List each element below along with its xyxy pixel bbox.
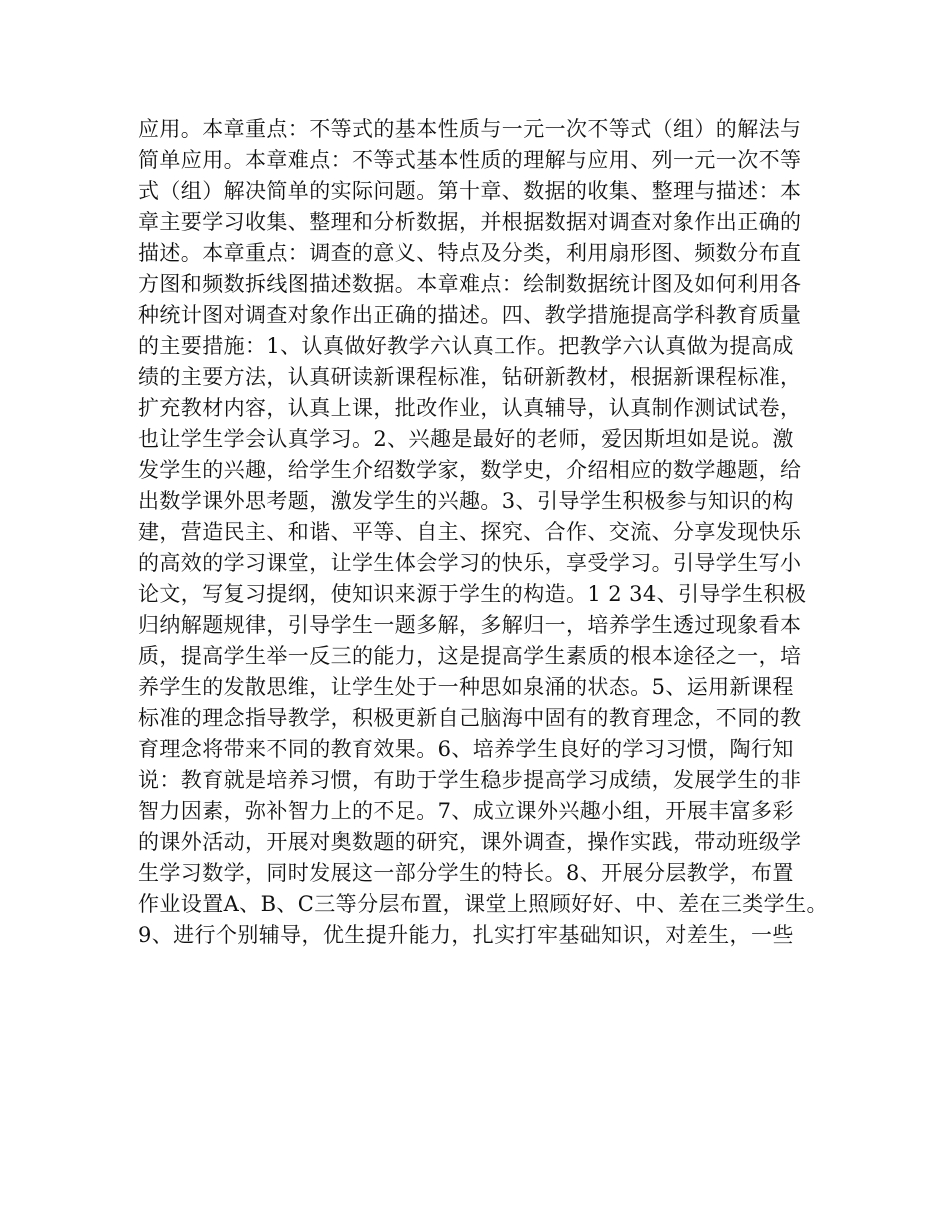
text-line: 作业设置A、B、C三等分层布置，课堂上照顾好好、中、差在三类学生。 (138, 892, 828, 916)
text-line: 归纳解题规律，引导学生一题多解，多解归一，培养学生透过现象看本 (138, 613, 802, 637)
text-line: 9、进行个别辅导，优生提升能力，扎实打牢基础知识，对差生，一些 (138, 923, 794, 947)
text-line: 式（组）解决简单的实际问题。第十章、数据的收集、整理与描述：本 (138, 179, 802, 203)
text-line: 章主要学习收集、整理和分析数据，并根据数据对调查对象作出正确的 (138, 210, 802, 234)
text-line: 描述。本章重点：调查的意义、特点及分类，利用扇形图、频数分布直 (138, 241, 802, 265)
text-line: 的高效的学习课堂，让学生体会学习的快乐，享受学习。引导学生写小 (138, 551, 802, 575)
text-line: 方图和频数拆线图描述数据。本章难点：绘制数据统计图及如何利用各 (138, 272, 802, 296)
text-line: 论文，写复习提纲，使知识来源于学生的构造。1 2 34、引导学生积极 (138, 582, 807, 606)
text-line: 智力因素，弥补智力上的不足。7、成立课外兴趣小组，开展丰富多彩 (138, 799, 794, 823)
text-line: 的主要措施：1、认真做好教学六认真工作。把教学六认真做为提高成 (138, 334, 794, 358)
text-line: 简单应用。本章难点：不等式基本性质的理解与应用、列一元一次不等 (138, 148, 802, 172)
text-line: 生学习数学，同时发展这一部分学生的特长。8、开展分层教学，布置 (138, 861, 794, 885)
body-text (138, 114, 838, 951)
text-line: 标准的理念指导教学，积极更新自己脑海中固有的教育理念，不同的教 (138, 706, 802, 730)
text-line: 应用。本章重点：不等式的基本性质与一元一次不等式（组）的解法与 (138, 117, 802, 141)
text-line: 说：教育就是培养习惯，有助于学生稳步提高学习成绩，发展学生的非 (138, 768, 802, 792)
text-line: 育理念将带来不同的教育效果。6、培养学生良好的学习习惯，陶行知 (138, 737, 794, 761)
text-line: 扩充教材内容，认真上课，批改作业，认真辅导，认真制作测试试卷， (138, 396, 802, 420)
text-line: 发学生的兴趣，给学生介绍数学家，数学史，介绍相应的数学趣题，给 (138, 458, 802, 482)
text-line: 种统计图对调查对象作出正确的描述。四、教学措施提高学科教育质量 (138, 303, 802, 327)
text-line: 养学生的发散思维，让学生处于一种思如泉涌的状态。5、运用新课程 (138, 675, 794, 699)
text-line: 建，营造民主、和谐、平等、自主、探究、合作、交流、分享发现快乐 (138, 520, 802, 544)
text-line: 质，提高学生举一反三的能力，这是提高学生素质的根本途径之一，培 (138, 644, 802, 668)
text-line: 绩的主要方法，认真研读新课程标准，钻研新教材，根据新课程标准， (138, 365, 802, 389)
text-line: 出数学课外思考题，激发学生的兴趣。3、引导学生积极参与知识的构 (138, 489, 794, 513)
text-line: 的课外活动，开展对奥数题的研究，课外调查，操作实践，带动班级学 (138, 830, 802, 854)
text-line: 也让学生学会认真学习。2、兴趣是最好的老师，爱因斯坦如是说。激 (138, 427, 794, 451)
